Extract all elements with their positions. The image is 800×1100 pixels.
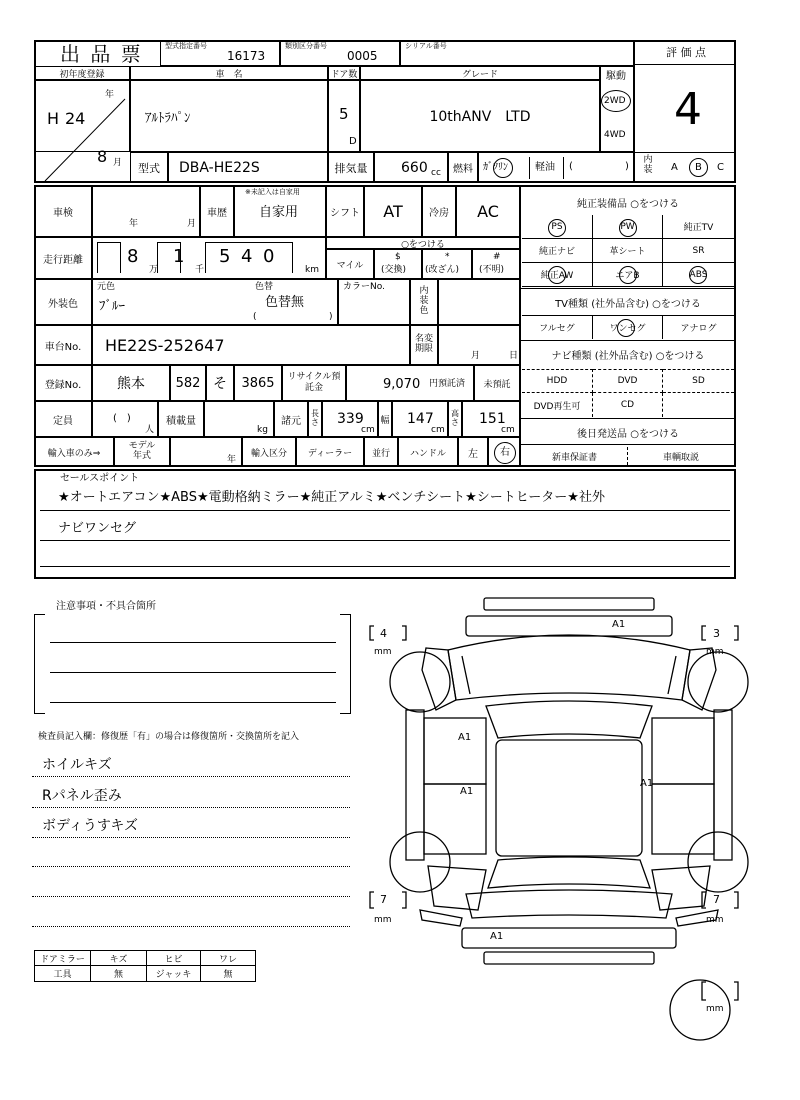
car-name-label: 車 名 bbox=[130, 66, 328, 80]
grade-label: グレード bbox=[360, 66, 600, 80]
fuel-other-close: ) bbox=[625, 161, 629, 172]
mileage-opt-unknown bbox=[472, 249, 520, 279]
first-reg-label: 初年度登録 bbox=[34, 66, 130, 80]
import-dealer: ディーラー bbox=[296, 437, 364, 467]
acc-r4: 無 bbox=[223, 970, 233, 980]
model-year-unit: 年 bbox=[227, 455, 237, 465]
spare-unit: mm bbox=[706, 1004, 724, 1014]
ruibetsu-value: 0005 bbox=[347, 49, 378, 63]
katashiki-cell bbox=[160, 40, 280, 66]
tire-rr-value: 7 bbox=[713, 893, 720, 906]
acc-h1: ドアミラー bbox=[35, 951, 91, 966]
tire-fr-value: 3 bbox=[713, 627, 720, 640]
equip-airbag: エアB bbox=[593, 263, 663, 287]
equip-aw: 純正AW bbox=[522, 263, 593, 287]
equip-abs: ABS bbox=[663, 263, 734, 287]
recycle-value: 9,070 bbox=[383, 377, 421, 392]
displacement-label: 排気量 bbox=[328, 152, 374, 183]
mark-front: A1 bbox=[612, 619, 626, 630]
equipment-grid bbox=[522, 215, 734, 287]
drive-2wd-circle bbox=[601, 90, 631, 112]
doors-label: ドア数 bbox=[328, 66, 360, 80]
model-label: 型式 bbox=[130, 152, 168, 183]
import-label: 輸入車のみ⇒ bbox=[34, 437, 114, 467]
mileage-sen: 千 bbox=[195, 265, 205, 275]
mileage-opt-swap bbox=[374, 249, 422, 279]
width-label: 幅 bbox=[378, 401, 392, 437]
color-label: 外装色 bbox=[34, 279, 92, 325]
mileage-opt4-sym: # bbox=[493, 252, 501, 262]
mileage-opt3: (改ざん) bbox=[425, 265, 460, 275]
capacity-unit: 人 bbox=[145, 425, 155, 435]
chassis-label: 車台No. bbox=[34, 325, 92, 365]
history-value: 自家用 bbox=[259, 205, 299, 220]
mark-left-front-door: A1 bbox=[458, 732, 472, 743]
recycle-cell bbox=[346, 365, 474, 401]
handle-right-cell bbox=[488, 437, 520, 467]
acc-r2: 無 bbox=[91, 966, 147, 981]
height-value: 151 bbox=[479, 411, 506, 427]
color-change-paren-open: ( bbox=[253, 312, 257, 322]
mark-rear: A1 bbox=[490, 931, 504, 942]
capacity-cell bbox=[92, 401, 158, 437]
later-warranty: 新車保証書 bbox=[522, 447, 628, 465]
acc-h4: ワレ bbox=[201, 951, 255, 966]
history-cell bbox=[234, 185, 326, 237]
height-cell bbox=[462, 401, 520, 437]
reg-label: 登録No. bbox=[34, 365, 92, 401]
acc-h3: ヒビ bbox=[147, 951, 201, 966]
mileage-opt2: (交換) bbox=[381, 265, 407, 275]
model-year-label: モデル年式 bbox=[114, 437, 170, 467]
mileage-digit-5: 0 bbox=[263, 246, 275, 267]
drive-label: 駆動 bbox=[606, 71, 626, 82]
mileage-man: 万 bbox=[149, 265, 159, 275]
fuel-gasoline: ｶﾞｿﾘﾝ bbox=[483, 162, 508, 173]
length-unit: cm bbox=[361, 425, 375, 435]
mileage-digit-3: 5 bbox=[219, 246, 231, 267]
accessory-table bbox=[34, 950, 256, 982]
tv-grid bbox=[522, 315, 734, 339]
inspector-line-1: ホイルキズ bbox=[42, 757, 112, 773]
sales-line-1: ★オートエアコン★ABS★電動格納ミラー★純正アルミ★ベンチシート★シートヒーター★社外 bbox=[58, 490, 605, 505]
interior-color-label: 内装色 bbox=[410, 279, 438, 325]
mileage-digit-4: 4 bbox=[241, 246, 253, 267]
aircon-value: AC bbox=[456, 185, 520, 237]
equip-navi: 純正ナビ bbox=[522, 239, 593, 263]
reg-month: 8 bbox=[97, 147, 108, 166]
later-title: 後日発送品 ○をつける bbox=[577, 428, 679, 440]
reg-year: 24 bbox=[65, 109, 86, 128]
sales-label: セールスポイント bbox=[60, 473, 140, 484]
model-value: DBA-HE22S bbox=[168, 152, 328, 183]
katashiki-value: 16173 bbox=[227, 49, 266, 63]
color-no-cell bbox=[338, 279, 410, 325]
shift-label: シフト bbox=[326, 185, 364, 237]
displacement-unit: cc bbox=[431, 168, 441, 178]
length-cell bbox=[322, 401, 378, 437]
import-type-label: 輸入区分 bbox=[242, 437, 296, 467]
reg-place: 熊本 bbox=[92, 365, 170, 401]
tire-rr-unit: mm bbox=[706, 915, 724, 925]
tv-title: TV種類 (社外品含む) ○をつける bbox=[555, 298, 701, 310]
tv-oneseg: ワンセグ bbox=[593, 315, 663, 339]
mileage-cell bbox=[92, 237, 326, 279]
navi-dvd: DVD bbox=[593, 369, 663, 393]
capacity-label: 定員 bbox=[34, 401, 92, 437]
dims-label: 諸元 bbox=[274, 401, 308, 437]
inspector-label: 検査員記入欄：修復歴「有」の場合は修復箇所・交換箇所を記入 bbox=[38, 732, 300, 742]
drive-cell bbox=[600, 66, 634, 152]
width-unit: cm bbox=[431, 425, 445, 435]
width-cell bbox=[392, 401, 448, 437]
capacity-value: ( ) bbox=[113, 413, 131, 424]
import-parallel: 並行 bbox=[364, 437, 398, 467]
load-cell bbox=[204, 401, 274, 437]
mileage-opt4: (不明) bbox=[479, 265, 505, 275]
fuel-gasoline-circle bbox=[493, 158, 513, 178]
color-orig-label: 元色 bbox=[97, 282, 116, 292]
recycle-unpaid: 未預託 bbox=[474, 365, 520, 401]
drive-2wd: 2WD bbox=[604, 96, 626, 106]
reg-year-unit: 年 bbox=[105, 90, 115, 100]
chassis-value: HE22S-252647 bbox=[92, 325, 410, 365]
recycle-label: リサイクル預託金 bbox=[282, 365, 346, 401]
serial-label: シリアル番号 bbox=[405, 42, 447, 50]
later-manual: 車輌取説 bbox=[662, 452, 699, 463]
ruibetsu-label: 類別区分番号 bbox=[285, 42, 327, 50]
car-name-value: ｱﾙﾄﾗﾊﾟﾝ bbox=[130, 80, 328, 152]
interior-b: B bbox=[695, 162, 702, 173]
displacement-value: 660 bbox=[401, 160, 428, 176]
navi-hdd: HDD bbox=[522, 369, 593, 393]
meihen-month: 月 bbox=[471, 351, 481, 361]
mileage-digit-1: 8 bbox=[127, 246, 139, 267]
mileage-opt-mile: マイル bbox=[326, 249, 374, 279]
shaken-cell bbox=[92, 185, 200, 237]
tire-fl-unit: mm bbox=[374, 647, 392, 657]
tv-fullseg: フルセグ bbox=[522, 315, 593, 339]
reg-kana: そ bbox=[206, 365, 234, 401]
navi-grid bbox=[522, 369, 734, 417]
mileage-mark-note: ○をつける bbox=[326, 237, 520, 249]
mileage-opt-tamper bbox=[422, 249, 472, 279]
navi-dvd-play: DVD再生可 bbox=[522, 393, 593, 417]
mileage-opt2-sym: $ bbox=[395, 252, 401, 262]
meihen-cell bbox=[438, 325, 520, 365]
aircon-label: 冷房 bbox=[422, 185, 456, 237]
handle-label: ハンドル bbox=[398, 437, 458, 467]
acc-h2: キズ bbox=[91, 951, 147, 966]
mileage-label: 走行距離 bbox=[34, 237, 92, 279]
acc-r3: ジャッキ bbox=[147, 966, 201, 981]
navi-title: ナビ種類 (社外品含む) ○をつける bbox=[551, 350, 705, 362]
score-label: 評 価 点 bbox=[666, 46, 706, 59]
mark-right-rear-door: A1 bbox=[640, 778, 654, 789]
reg-diagonal bbox=[35, 81, 131, 181]
color-change-label: 色替 bbox=[255, 282, 274, 292]
doors-cell bbox=[328, 80, 360, 152]
fuel-other-open: ( bbox=[569, 161, 573, 172]
height-label: 高さ bbox=[448, 401, 462, 437]
handle-right: 右 bbox=[500, 447, 510, 458]
length-label: 長さ bbox=[308, 401, 322, 437]
navi-sd: SD bbox=[663, 369, 734, 393]
shaken-year: 年 bbox=[129, 219, 139, 229]
inspector-line-2: Rパネル歪み bbox=[42, 788, 122, 804]
load-unit: kg bbox=[257, 425, 268, 435]
acc-r1: 工具 bbox=[35, 966, 91, 981]
fuel-label: 燃料 bbox=[448, 152, 478, 183]
meihen-day: 日 bbox=[509, 351, 519, 361]
shift-value: AT bbox=[364, 185, 422, 237]
shaken-label: 車検 bbox=[34, 185, 92, 237]
serial-cell bbox=[400, 40, 634, 66]
mark-left-rear-door: A1 bbox=[460, 786, 474, 797]
reg-era: H bbox=[47, 109, 60, 128]
recycle-unit: 円預託済 bbox=[429, 379, 466, 389]
mileage-opt3-sym: * bbox=[445, 252, 450, 262]
inspector-line-3: ボディうすキズ bbox=[42, 818, 139, 834]
interior-c: C bbox=[717, 162, 724, 173]
car-diagram bbox=[350, 590, 800, 1100]
form-title: 出 品 票 bbox=[60, 42, 143, 66]
color-orig-value: ﾌﾞﾙｰ bbox=[99, 299, 125, 314]
displacement-cell bbox=[374, 152, 448, 183]
model-year-cell bbox=[170, 437, 242, 467]
mileage-digit-2: 1 bbox=[173, 246, 185, 267]
katashiki-label: 型式指定番号 bbox=[165, 42, 207, 50]
interior-a: A bbox=[671, 162, 678, 173]
tire-rl-value: 7 bbox=[380, 893, 387, 906]
doors-value: 5 bbox=[339, 105, 349, 123]
first-reg-cell bbox=[34, 80, 130, 168]
equipment-title: 純正装備品 ○をつける bbox=[577, 198, 679, 210]
tire-fr-unit: mm bbox=[706, 647, 724, 657]
notes-bracket bbox=[34, 608, 350, 712]
ruibetsu-cell bbox=[280, 40, 400, 66]
drive-4wd: 4WD bbox=[604, 130, 626, 140]
sales-line-2: ナビワンセグ bbox=[58, 521, 137, 536]
color-change-paren-close: ) bbox=[329, 312, 333, 322]
fuel-light: 軽油 bbox=[535, 162, 555, 173]
equip-sr: SR bbox=[663, 239, 734, 263]
navi-cd: CD bbox=[593, 393, 663, 417]
interior-color-value bbox=[438, 279, 520, 325]
equip-tv: 純正TV bbox=[663, 215, 734, 239]
load-label: 積載量 bbox=[158, 401, 204, 437]
interior-label: 内装 bbox=[643, 155, 653, 175]
equip-pw: PW bbox=[593, 215, 663, 239]
reg-month-unit: 月 bbox=[113, 158, 123, 168]
mileage-unit: km bbox=[305, 265, 319, 275]
equip-leather: 革シート bbox=[593, 239, 663, 263]
fuel-options bbox=[478, 152, 634, 183]
reg-number: 3865 bbox=[234, 365, 282, 401]
meihen-label: 名変期限 bbox=[410, 325, 438, 365]
grade-value: 10thANV LTD bbox=[360, 80, 600, 152]
interior-b-circle bbox=[689, 158, 708, 177]
interior-grade bbox=[634, 152, 736, 183]
notes-label: 注意事項・不具合箇所 bbox=[56, 601, 156, 612]
color-change-value: 色替無 bbox=[265, 295, 305, 310]
equip-ps: PS bbox=[522, 215, 593, 239]
handle-right-circle bbox=[494, 442, 516, 464]
height-unit: cm bbox=[501, 425, 515, 435]
shaken-month: 月 bbox=[187, 219, 197, 229]
width-value: 147 bbox=[407, 411, 434, 427]
tire-rl-unit: mm bbox=[374, 915, 392, 925]
history-note: ※未記入は自家用 bbox=[245, 188, 300, 196]
color-cell bbox=[92, 279, 338, 325]
reg-class: 582 bbox=[170, 365, 206, 401]
length-value: 339 bbox=[337, 411, 364, 427]
handle-left: 左 bbox=[458, 437, 488, 467]
doors-suffix: D bbox=[349, 136, 357, 147]
sales-frame bbox=[34, 469, 736, 579]
tv-analog: アナログ bbox=[663, 315, 734, 339]
color-no-label: カラーNo. bbox=[343, 282, 385, 292]
tire-fl-value: 4 bbox=[380, 627, 387, 640]
history-label: 車歴 bbox=[200, 185, 234, 237]
score-value: 4 bbox=[674, 84, 702, 135]
